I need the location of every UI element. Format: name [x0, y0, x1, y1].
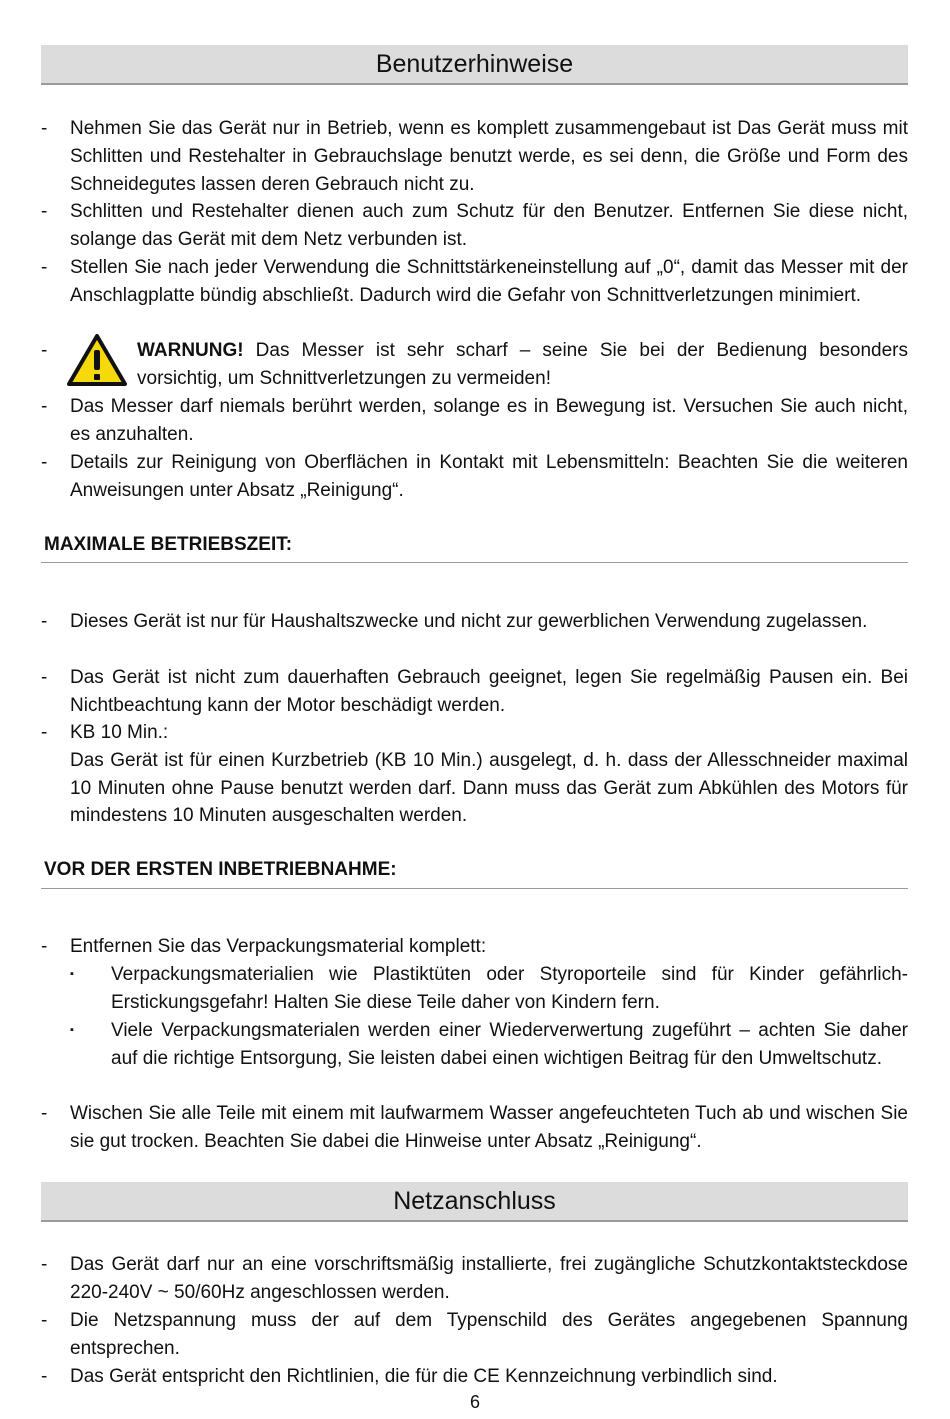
section-heading-betriebszeit: MAXIMALE BETRIEBSZEIT: [41, 534, 908, 563]
warning-message: Das Messer ist sehr scharf – seine Sie bei der Bedienung besonders vorsichtig, um Schnittverletzungen zu vermeiden! [137, 340, 908, 389]
dash-marker: - [41, 1103, 48, 1124]
list-item [41, 1100, 908, 1156]
square-bullet-icon: ▪ [70, 968, 74, 980]
section-banner-benutzerhinweise [41, 45, 908, 85]
warning-label: WARNUNG! [137, 340, 244, 361]
page-number: 6 [469, 1392, 480, 1412]
list-item-text: Das Gerät ist für einen Kurzbetrieb (KB 10 Min.) ausgelegt, d. h. dass der Allesschneider maximal 10 Minuten ohne Pause benutzt werden darf. Dann muss das Gerät zum Abkühlen des Motors für mindestens 10 Minuten ausgeschalten werden. [70, 749, 908, 827]
sub-list-item-text: Viele Verpackungsmaterialen werden einer Wiederverwertung zugeführt – achten Sie daher auf die richtige Entsorgung, Sie leisten dabei einen wichtigen Beitrag für den Umweltschutz. [111, 1020, 908, 1069]
list-item [41, 198, 908, 254]
list-item [41, 449, 908, 505]
dash-marker: - [41, 667, 48, 688]
list-item [41, 719, 908, 830]
list-item-text: Dieses Gerät ist nur für Haushaltszwecke und nicht zur gewerblichen Verwendung zugelassen. [70, 611, 868, 632]
sub-list-item [70, 961, 908, 1017]
list-item [41, 1363, 908, 1391]
list-item-text: Schlitten und Restehalter dienen auch zum Schutz für den Benutzer. Entfernen Sie diese nicht, solange das Gerät mit dem Netz verbunden ist. [70, 201, 908, 250]
list-item-text: Das Gerät entspricht den Richtlinien, die für die CE Kennzeichnung verbindlich sind. [70, 1366, 778, 1387]
warning-triangle-icon [66, 333, 128, 387]
dash-marker: - [41, 452, 48, 473]
list-item-text: Die Netzspannung muss der auf dem Typenschild des Gerätes angegebenen Spannung entsprechen. [70, 1310, 908, 1359]
dash-marker: - [41, 1254, 48, 1275]
section-banner-netzanschluss [41, 1182, 908, 1222]
dash-marker: - [41, 722, 48, 743]
section-title: Benutzerhinweise [375, 49, 574, 78]
list-item-text: Wischen Sie alle Teile mit einem mit laufwarmem Wasser angefeuchteten Tuch ab und wischen Sie sie gut trocken. Beachten Sie dabei die Hinweise unter Absatz „Reinigung“. [70, 1103, 908, 1152]
list-item [41, 1251, 908, 1307]
dash-marker: - [41, 257, 48, 278]
list-item-text: Das Gerät ist nicht zum dauerhaften Gebrauch geeignet, legen Sie regelmäßig Pausen ein. Bei Nichtbeachtung kann der Motor beschädigt werden. [70, 667, 908, 716]
list-item [41, 115, 908, 198]
sub-list-item-text: Verpackungsmaterialien wie Plastiktüten oder Styroporteile sind für Kinder gefährlich- Erstickungsgefahr! Halten Sie diese Teile daher von Kindern fern. [111, 964, 908, 1013]
warning-text [137, 337, 908, 393]
dash-marker: - [41, 118, 48, 139]
list-item [41, 608, 908, 636]
sub-list-item [70, 1017, 908, 1073]
dash-marker: - [41, 936, 48, 957]
list-item-text: Nehmen Sie das Gerät nur in Betrieb, wenn es komplett zusammengebaut ist Das Gerät muss mit Schlitten und Restehalter in Gebrauchslage benutzt werde, es sei denn, die Größe und Form des Schneidegutes lassen deren Gebrauch nicht zu. [70, 118, 908, 195]
list-item-text: Stellen Sie nach jeder Verwendung die Schnittstärkeneinstellung auf „0“, damit das Messer mit der Anschlagplatte bündig abschließt. Dadurch wird die Gefahr von Schnittverletzungen minimiert. [70, 257, 908, 306]
dash-marker: - [41, 340, 48, 361]
dash-marker: - [41, 396, 48, 417]
dash-marker: - [41, 1310, 48, 1331]
square-bullet-icon: ▪ [70, 1024, 74, 1036]
dash-marker: - [41, 1366, 48, 1387]
list-item [41, 1307, 908, 1363]
list-item-text: Details zur Reinigung von Oberflächen in Kontakt mit Lebensmitteln: Beachten Sie die weiteren Anweisungen unter Absatz „Reinigung“. [70, 452, 908, 501]
section-title: Netzanschluss [393, 1186, 556, 1215]
dash-marker: - [41, 201, 48, 222]
list-item-text: Das Gerät darf nur an eine vorschriftsmäßig installierte, frei zugängliche Schutzkontaktsteckdose 220-240V ~ 50/60Hz angeschlossen werden. [70, 1254, 908, 1303]
dash-marker: - [41, 611, 48, 632]
list-item [41, 254, 908, 310]
list-item-text: Das Messer darf niemals berührt werden, solange es in Bewegung ist. Versuchen Sie auch nicht, es anzuhalten. [70, 396, 908, 445]
list-item [41, 393, 908, 449]
list-item-heading: KB 10 Min.: [70, 722, 169, 743]
list-item [41, 933, 908, 961]
list-item-text: Entfernen Sie das Verpackungsmaterial komplett: [70, 936, 487, 957]
section-heading-inbetriebnahme: VOR DER ERSTEN INBETRIEBNAHME: [41, 859, 908, 889]
list-item [41, 664, 908, 720]
